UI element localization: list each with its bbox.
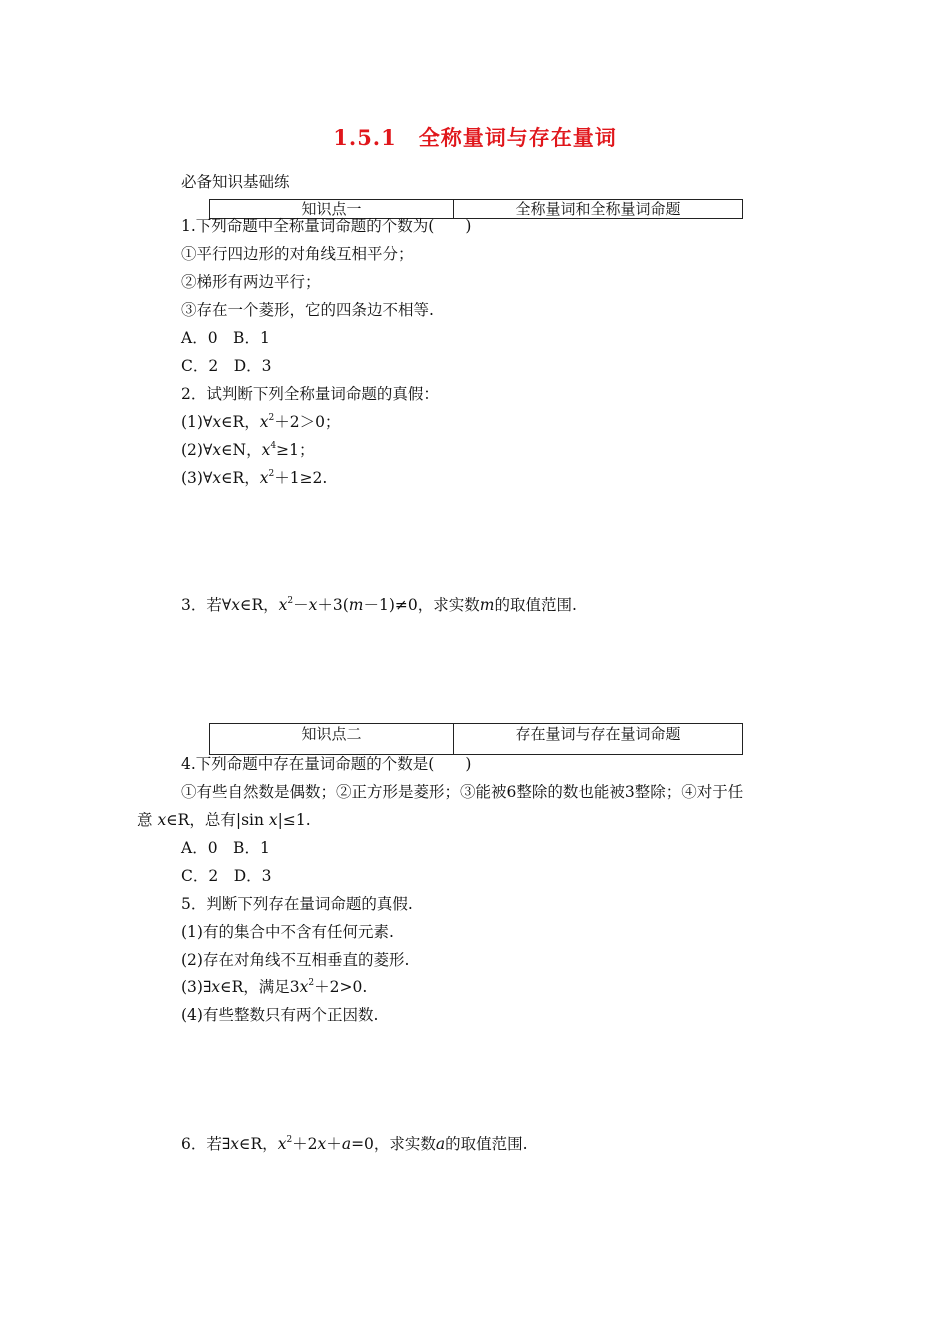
question-1-stem: 1.下列命题中全称量词命题的个数为( ) (181, 217, 472, 235)
question-2-part-2: (2)∀x∈N，$x^4\ge 1$； (181, 441, 315, 459)
question-4-options: A．0 B．1 (181, 839, 270, 857)
section-label: 必备知识基础练 (181, 173, 290, 191)
page-title: 1.5.1 全称量词与存在量词 (333, 125, 617, 150)
question-4-options: C．2 D．3 (181, 867, 272, 885)
question-4-stem: 4.下列命题中存在量词命题的个数是( ) (181, 755, 472, 773)
question-3: 3．若∀x∈R，$x^2-x+3(m-1)\ne 0$，求实数m的取值范围. (181, 596, 577, 614)
question-5-part-2: (2)存在对角线不互相垂直的菱形. (181, 951, 410, 969)
question-1-statement: ②梯形有两边平行； (181, 273, 321, 291)
knowledge-point-topic: 全称量词和全称量词命题 (515, 200, 681, 218)
question-4-statements: ①有些自然数是偶数；②正方形是菱形；③能被6整除的数也能被3整除；④对于任 (181, 783, 744, 801)
question-6: 6．若∃x∈R，$x^2+2x+a=0$，求实数a的取值范围. (181, 1135, 528, 1153)
question-2-stem: 2．试判断下列全称量词命题的真假： (181, 385, 439, 403)
question-2-part-1: (1)∀x∈R，$x^2+2>0$； (181, 413, 341, 431)
knowledge-point-name: 知识点一 (210, 200, 454, 218)
question-5-stem: 5．判断下列存在量词命题的真假. (181, 895, 413, 913)
question-1-options: A．0 B．1 (181, 329, 270, 347)
question-4-statements-cont: 意 x∈R，总有|sin x|≤1. (137, 811, 311, 829)
question-5-part-4: (4)有些整数只有两个正因数. (181, 1006, 379, 1024)
question-2-part-3: (3)∀x∈R，$x^2+1\ge 2$. (181, 469, 328, 487)
knowledge-point-name: 知识点二 (210, 724, 454, 754)
question-5-part-1: (1)有的集合中不含有任何元素. (181, 923, 394, 941)
question-1-statement: ③存在一个菱形，它的四条边不相等. (181, 301, 434, 319)
question-5-part-3: (3)∃x∈R，满足$3x^2+2>0$. (181, 978, 368, 996)
question-1-options: C．2 D．3 (181, 357, 272, 375)
knowledge-point-table-2 (209, 723, 743, 755)
knowledge-point-topic: 存在量词与存在量词命题 (515, 725, 681, 743)
question-1-statement: ①平行四边形的对角线互相平分； (181, 245, 414, 263)
